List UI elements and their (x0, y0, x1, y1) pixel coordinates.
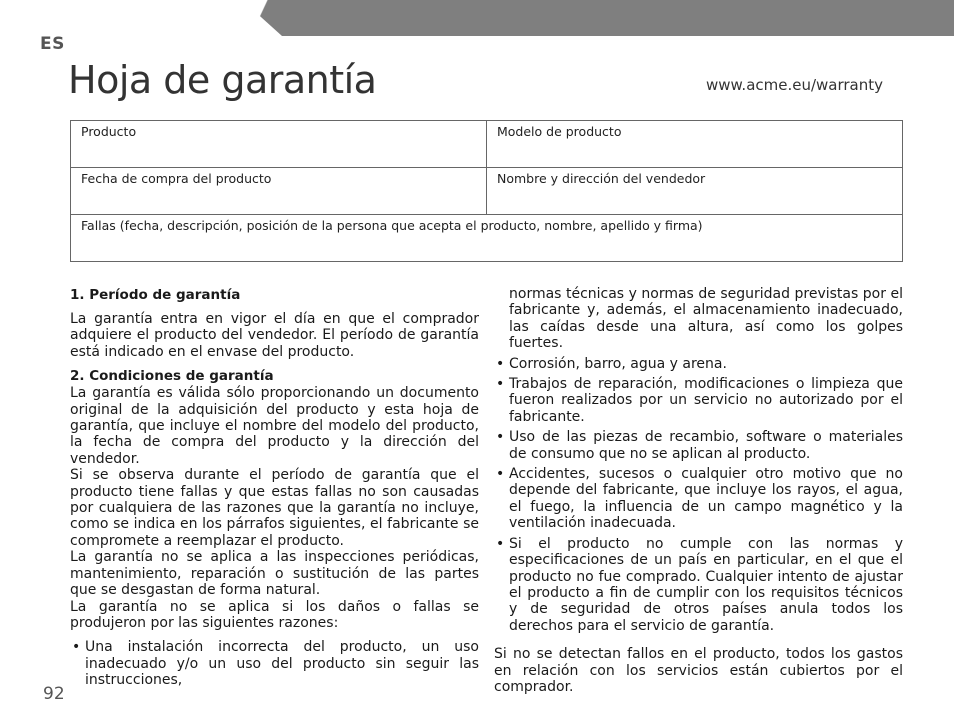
warranty-form (70, 120, 903, 262)
list-item: normas técnicas y normas de seguridad previstas por el fabricante y, además, el almacenamiento inadecuado, las caídas desde una altura, así como los golpes fuertes. (509, 286, 903, 352)
paragraph: La garantía entra en vigor el día en que el comprador adquiere el producto del vendedor. El período de garantía está indicado en el envase del producto. (70, 311, 479, 360)
language-code: ES (40, 34, 65, 54)
form-row (71, 215, 902, 261)
page-title: Hoja de garantía (68, 58, 377, 102)
section-heading: 2. Condiciones de garantía (70, 368, 274, 385)
list-item: • Corrosión, barro, agua y arena. (494, 356, 903, 372)
list-item: • Una instalación incorrecta del producto, un uso inadecuado y/o un uso del producto sin seguir las instrucciones, (70, 639, 479, 688)
list-item: • Uso de las piezas de recambio, software o materiales de consumo que no se aplican al producto. (494, 429, 903, 462)
page-number: 92 (43, 684, 65, 704)
section-heading: 1. Período de garantía (70, 287, 241, 303)
warranty-url: www.acme.eu/warranty (706, 76, 884, 94)
form-row (71, 121, 902, 168)
model-field[interactable]: Modelo de producto (497, 124, 622, 139)
product-field[interactable]: Producto (71, 121, 487, 167)
list-item: • Accidentes, sucesos o cualquier otro motivo que no depende del fabricante, que incluye los rayos, el agua, el fuego, la influencia de un campo magnético y la ventilación inadecuada. (494, 466, 903, 532)
purchase-date-field[interactable]: Fecha de compra del producto (71, 168, 487, 214)
header-band (0, 0, 954, 36)
seller-field[interactable]: Nombre y dirección del vendedor (497, 171, 706, 186)
faults-field[interactable]: Fallas (fecha, descripción, posición de la persona que acepta el producto, nombre, apellido y firma) (81, 218, 703, 233)
paragraph: La garantía es válida sólo proporcionando un documento original de la adquisición del producto y esta hoja de garantía, que incluye el nombre del modelo del producto, la fecha de compra del producto y la dirección del vendedor. (70, 385, 479, 467)
list-item: • Trabajos de reparación, modificaciones o limpieza que fueron realizados por un servicio no autorizado por el fabricante. (494, 376, 903, 425)
text-column-left (70, 287, 479, 693)
paragraph: La garantía no se aplica si los daños o fallas se produjeron por las siguientes razones: (70, 598, 479, 631)
paragraph: La garantía no se aplica a las inspecciones periódicas, mantenimiento, reparación o sustitución de las partes que se desgastan de forma natural. (70, 549, 479, 599)
paragraph: Si se observa durante el período de garantía que el producto tiene fallas y que estas fallas no son causadas por cualquiera de las razones que la garantía no incluye, como se indica en los párrafos siguientes, el fabricante se compromete a reemplazar el producto. (70, 467, 479, 549)
list-item: • Si el producto no cumple con las normas y especificaciones de un país en particular, en el que el producto no fue comprado. Cualquier intento de ajustar el producto a fin de cumplir con los requisitos técnicos y de seguridad de otros países anula todos los derechos para el servicio de garantía. (494, 536, 903, 634)
form-row (71, 168, 902, 215)
text-column-right (494, 286, 903, 703)
paragraph: Si no se detectan fallos en el producto, todos los gastos en relación con los servicios están cubiertos por el comprador. (494, 646, 903, 695)
